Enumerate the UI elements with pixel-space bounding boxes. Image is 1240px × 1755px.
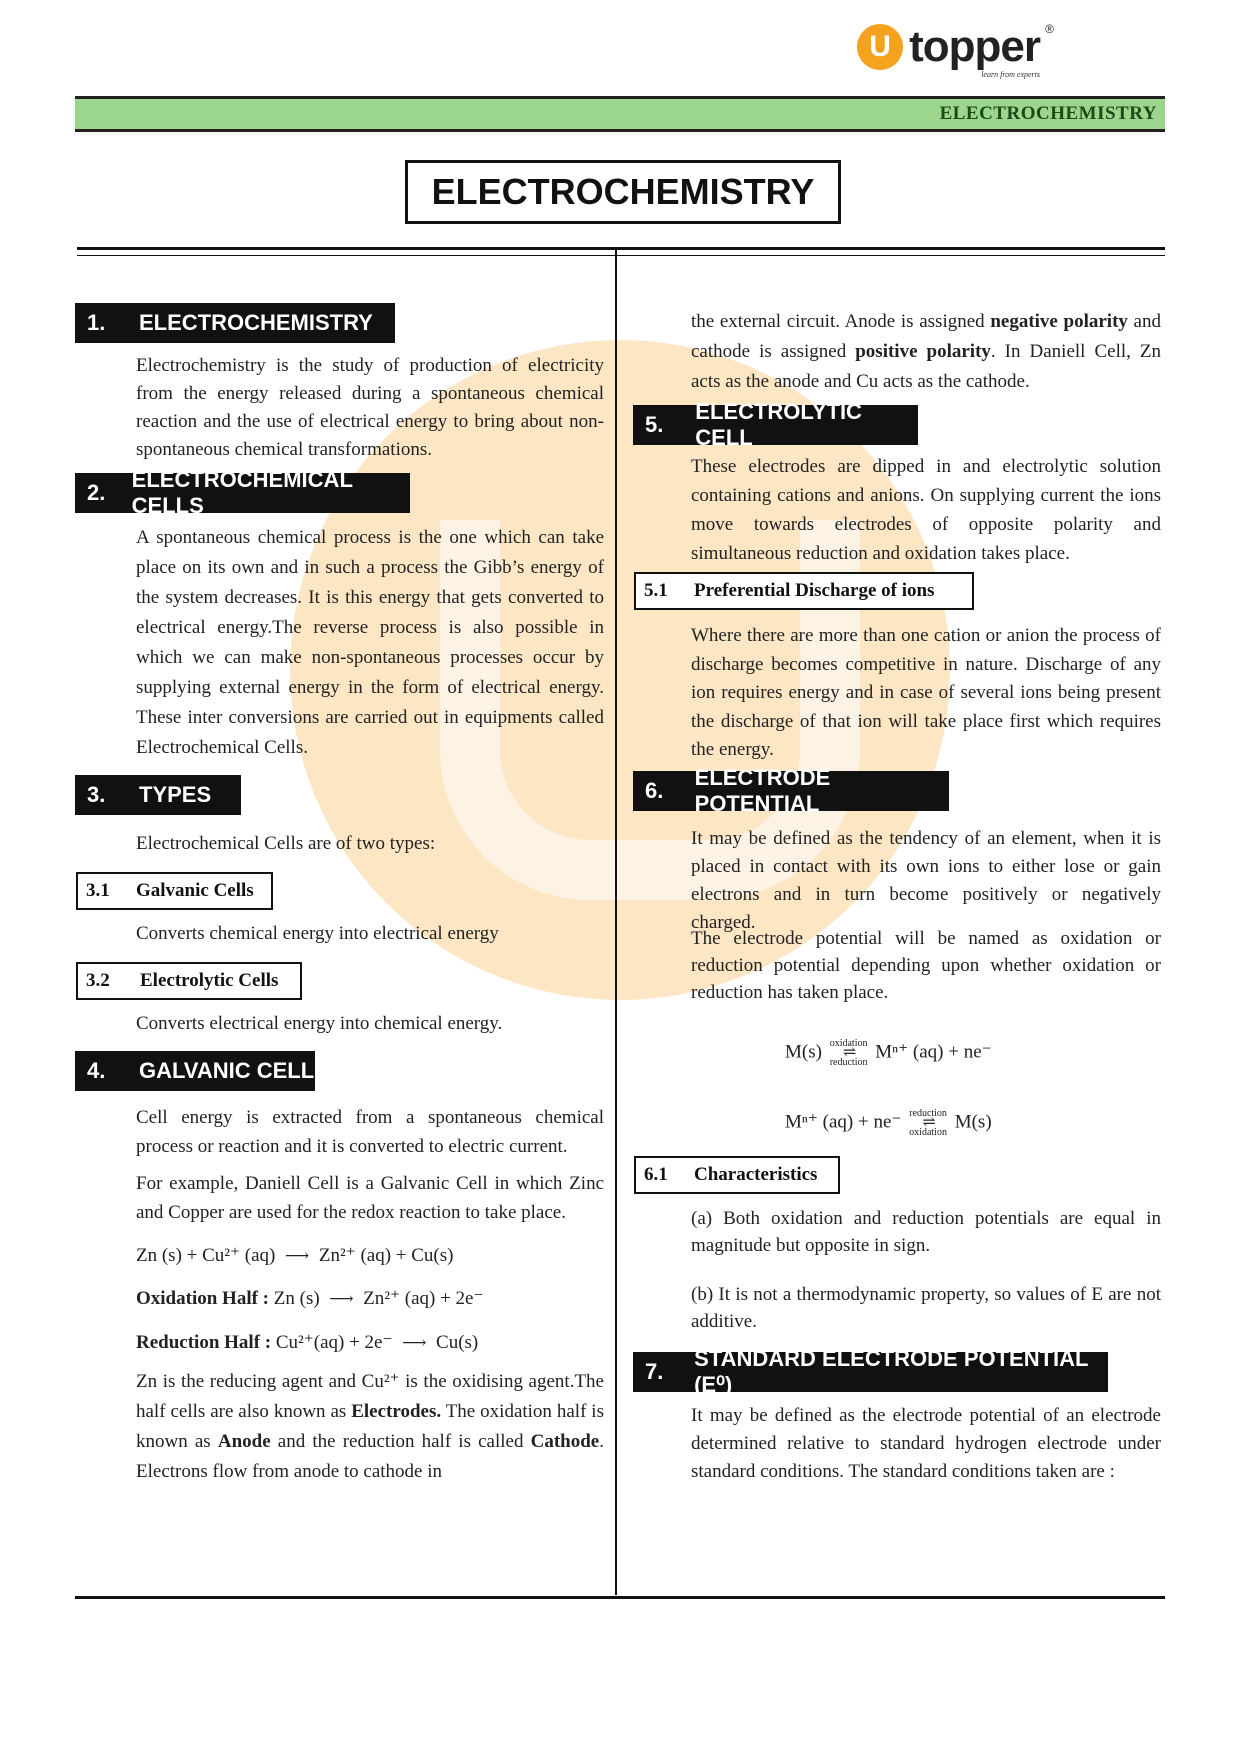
section-title: TYPES [139, 782, 212, 807]
section-title: ELECTRODE POTENTIAL [694, 765, 831, 816]
section-6-1-header [634, 1156, 840, 1194]
section-number: 7. [645, 1359, 664, 1384]
header-band [75, 96, 1165, 132]
equation-label: Oxidation Half : [136, 1288, 270, 1309]
section-3-2-text: Converts electrical energy into chemical energy. [136, 1013, 503, 1034]
equilibrium-arrow-icon: ⇌ [842, 1044, 855, 1061]
subsection-number: 3.1 [86, 880, 110, 901]
equation-label: Reduction Half : [136, 1332, 272, 1353]
logo-registered-mark: ® [1045, 22, 1054, 36]
equation-right: M(s) [954, 1111, 992, 1133]
section-number: 6. [645, 778, 664, 803]
subsection-title: Galvanic Cells [136, 880, 254, 901]
section-6-1-text-b: (b) It is not a thermodynamic property, so values of E are not additive. [691, 1284, 1161, 1332]
subsection-title: Preferential Discharge of ions [694, 580, 935, 601]
equation-products: Zn²⁺ (aq) + 2e⁻ [363, 1288, 484, 1309]
reaction-arrow-icon: ⟶ [284, 1246, 310, 1265]
reaction-arrow-icon: ⟶ [402, 1333, 427, 1352]
equilibrium-arrow [909, 1108, 947, 1138]
section-3-text: Electrochemical Cells are of two types: [136, 833, 436, 854]
section-title: STANDARD ELECTRODE POTENTIAL (E⁰) [694, 1346, 1089, 1397]
equation-reactants: Cu²⁺(aq) + 2e⁻ [275, 1332, 393, 1353]
continued-text: the external circuit. Anode is assigned negative polarity and cathode is assigned positive polarity. In Daniell Cell, Zn acts as the anode and Cu acts as the cathode. [691, 311, 1161, 392]
section-2-header [75, 467, 410, 518]
section-title: ELECTROCHEMISTRY [139, 310, 373, 335]
section-3-1-header [76, 872, 273, 910]
topper-logo [857, 22, 1054, 79]
section-4-header [75, 1051, 315, 1091]
section-1-text: Electrochemistry is the study of production of electricity from the energy released during a spontaneous chemical reaction and the use of electrical energy to bring about non-spontaneous chemical transformations. [136, 355, 604, 460]
section-number: 2. [87, 480, 106, 505]
section-6-1-text-a: (a) Both oxidation and reduction potentials are equal in magnitude but opposite in sign. [691, 1208, 1161, 1256]
oxidation-half-equation [136, 1286, 484, 1312]
section-5-text: These electrodes are dipped in and electrolytic solution containing cations and anions. On supplying current the ions move towards electrodes of opposite polarity and simultaneous reduction and oxidation takes place. [691, 456, 1161, 564]
section-5-1-header [634, 572, 974, 610]
equation-reactants: Zn (s) + Cu²⁺ (aq) [136, 1245, 276, 1266]
equilibrium-arrow [830, 1038, 868, 1068]
arrow-bottom-label: oxidation [909, 1127, 947, 1138]
section-title: ELECTROLYTIC CELL [695, 399, 862, 450]
section-4-text-1: Cell energy is extracted from a spontaneous chemical process or reaction and it is converted to electric current. [136, 1107, 604, 1157]
section-2-text: A spontaneous chemical process is the one which can take place on its own and in such a process the Gibb’s energy of the system decreases. It is this energy that gets converted to electrical energy.The reverse process is also possible in which we can make non-spontaneous processes occur by supplying external energy in the form of electrical energy. These inter conversions are carried out in equipments called Electrochemical Cells. [136, 527, 604, 758]
section-number: 5. [645, 412, 664, 437]
column-divider [615, 250, 617, 1595]
section-3-1-text: Converts chemical energy into electrical energy [136, 923, 499, 944]
equation-products: Zn²⁺ (aq) + Cu(s) [318, 1245, 454, 1266]
logo-text: topper [909, 22, 1040, 71]
section-6-text-2: The electrode potential will be named as oxidation or reduction potential depending upon whether oxidation or reduction has taken place. [691, 928, 1161, 1003]
subsection-title: Electrolytic Cells [140, 970, 279, 991]
reduction-equilibrium-equation [785, 1108, 992, 1138]
section-1-header [75, 303, 395, 343]
section-3-header [75, 775, 241, 815]
top-rule [77, 247, 1165, 256]
bottom-rule [75, 1596, 1165, 1599]
subsection-number: 5.1 [644, 580, 668, 601]
page-title: ELECTROCHEMISTRY [405, 160, 841, 224]
arrow-top-label: reduction [909, 1108, 947, 1119]
section-4-text-3: Zn is the reducing agent and Cu²⁺ is the oxidising agent.The half cells are also known as Electrodes. The oxidation half is known as Anode and the reduction half is called Cathode. Electrons flow from anode to cathode in [136, 1371, 604, 1482]
section-number: 4. [87, 1058, 106, 1083]
logo-icon: U [857, 24, 903, 70]
section-6-text-1: It may be defined as the tendency of an element, when it is placed in contact with its own ions to either lose or gain electrons and in turn become positively or negatively charged. [691, 828, 1161, 933]
arrow-top-label: oxidation [829, 1038, 868, 1049]
equation-right: Mⁿ⁺ (aq) + ne⁻ [875, 1041, 992, 1063]
section-title: GALVANIC CELL [139, 1058, 315, 1083]
section-number: 3. [87, 782, 106, 807]
equation-products: Cu(s) [436, 1332, 479, 1353]
overall-reaction-equation [136, 1243, 453, 1269]
section-4-text-2: For example, Daniell Cell is a Galvanic Cell in which Zinc and Copper are used for the redox reaction to take place. [136, 1173, 604, 1223]
oxidation-equilibrium-equation [785, 1038, 992, 1068]
reaction-arrow-icon: ⟶ [329, 1289, 354, 1308]
subsection-title: Characteristics [694, 1164, 818, 1185]
section-6-header [633, 765, 949, 816]
section-5-1-text: Where there are more than one cation or anion the process of discharge becomes competitive in nature. Discharge of any ion requires energy and in case of several ions being present the discharge of that ion will take place first which requires the energy. [691, 625, 1161, 760]
logo-tagline: learn from experts [981, 70, 1040, 79]
section-5-header [633, 399, 918, 450]
band-title: ELECTROCHEMISTRY [939, 103, 1157, 124]
equilibrium-arrow-icon: ⇌ [922, 1114, 934, 1131]
section-title: ELECTROCHEMICAL CELLS [131, 467, 353, 518]
subsection-number: 3.2 [86, 970, 110, 991]
section-3-2-header [76, 962, 302, 1000]
section-7-text: It may be defined as the electrode potential of an electrode determined relative to standard hydrogen electrode under standard conditions. The standard conditions taken are : [691, 1405, 1161, 1482]
arrow-bottom-label: reduction [829, 1057, 868, 1068]
section-7-header [633, 1346, 1108, 1397]
section-number: 1. [87, 310, 106, 335]
subsection-number: 6.1 [644, 1164, 668, 1185]
equation-left: Mⁿ⁺ (aq) + ne⁻ [785, 1111, 902, 1133]
equation-left: M(s) [785, 1041, 822, 1063]
equation-reactants: Zn (s) [273, 1288, 320, 1309]
reduction-half-equation [136, 1330, 478, 1356]
